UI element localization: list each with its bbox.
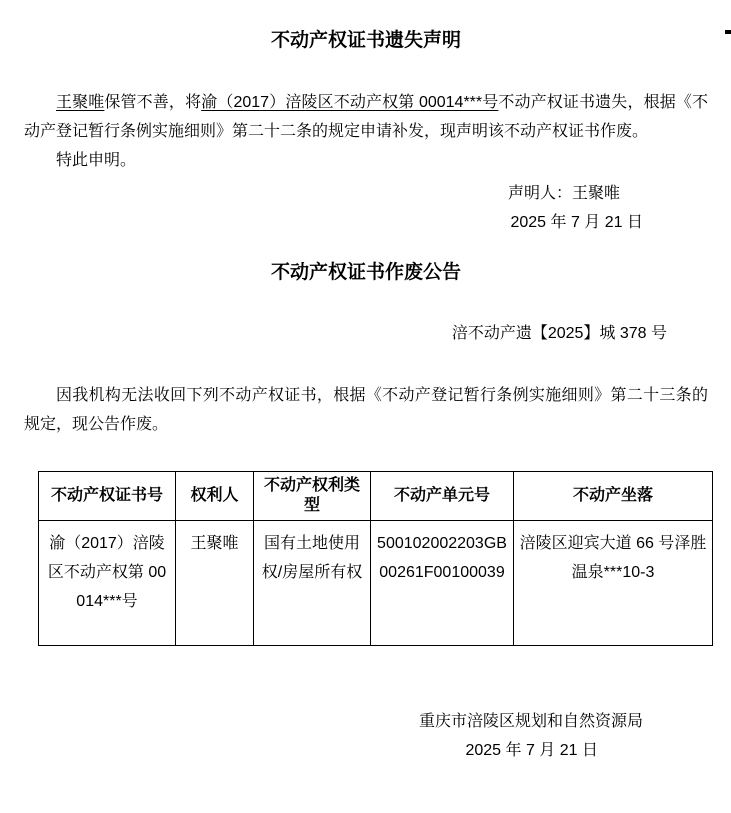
- cell-unit-number: 500102002203GB00261F00100039: [371, 521, 514, 646]
- notice-date: 2025 年 7 月 21 日: [465, 742, 598, 759]
- col-header-holder: 权利人: [176, 472, 254, 521]
- notice-doc-number: 涪不动产遗【2025】城 378 号: [451, 325, 667, 342]
- issuer-signature: 重庆市涪陵区规划和自然资源局: [418, 713, 643, 730]
- declarant-signature: 声明人：王聚唯: [507, 185, 620, 202]
- declaration-text-segment: 不动产权证书遗失，根据《不动产登记暂行条例实施细则》第二十二条的规定申请补发，现声明该不动产权证书作废。: [24, 94, 708, 140]
- cert-table: [38, 471, 713, 646]
- declaration-closing: 特此申明。: [56, 152, 137, 169]
- cell-location: 涪陵区迎宾大道 66 号泽胜温泉***10-3: [514, 521, 713, 646]
- declaration-title: 不动产权证书遗失声明: [270, 30, 461, 51]
- cell-holder: 王聚唯: [176, 521, 254, 646]
- notice-paragraph: 因我机构无法收回下列不动产权证书，根据《不动产登记暂行条例实施细则》第二十三条的规定，现公告作废。: [24, 387, 708, 433]
- cell-right-type: 国有土地使用权/房屋所有权: [254, 521, 371, 646]
- col-header-cert-number: 不动产权证书号: [39, 472, 176, 521]
- notice-body: [24, 381, 708, 439]
- declaration-date: 2025 年 7 月 21 日: [510, 214, 643, 231]
- cell-cert-number: 渝（2017）涪陵区不动产权第 00014***号: [39, 521, 176, 646]
- document-page: [0, 30, 731, 813]
- table-row: [39, 521, 713, 646]
- notice-title: 不动产权证书作废公告: [270, 262, 461, 283]
- col-header-location: 不动产坐落: [514, 472, 713, 521]
- declaration-body: [24, 88, 708, 175]
- declaration-paragraph: [24, 88, 708, 146]
- declaration-text-segment: 保管不善，将: [104, 94, 202, 111]
- cert-table-header-row: [39, 472, 713, 521]
- col-header-right-type: 不动产权利类型: [254, 472, 371, 521]
- cert-number-underlined: 渝（2017）涪陵区不动产权第 00014***号: [201, 94, 499, 111]
- declarant-name-underlined: 王聚唯: [56, 94, 105, 111]
- screen-corner-artifact: [725, 30, 731, 34]
- col-header-unit-number: 不动产单元号: [371, 472, 514, 521]
